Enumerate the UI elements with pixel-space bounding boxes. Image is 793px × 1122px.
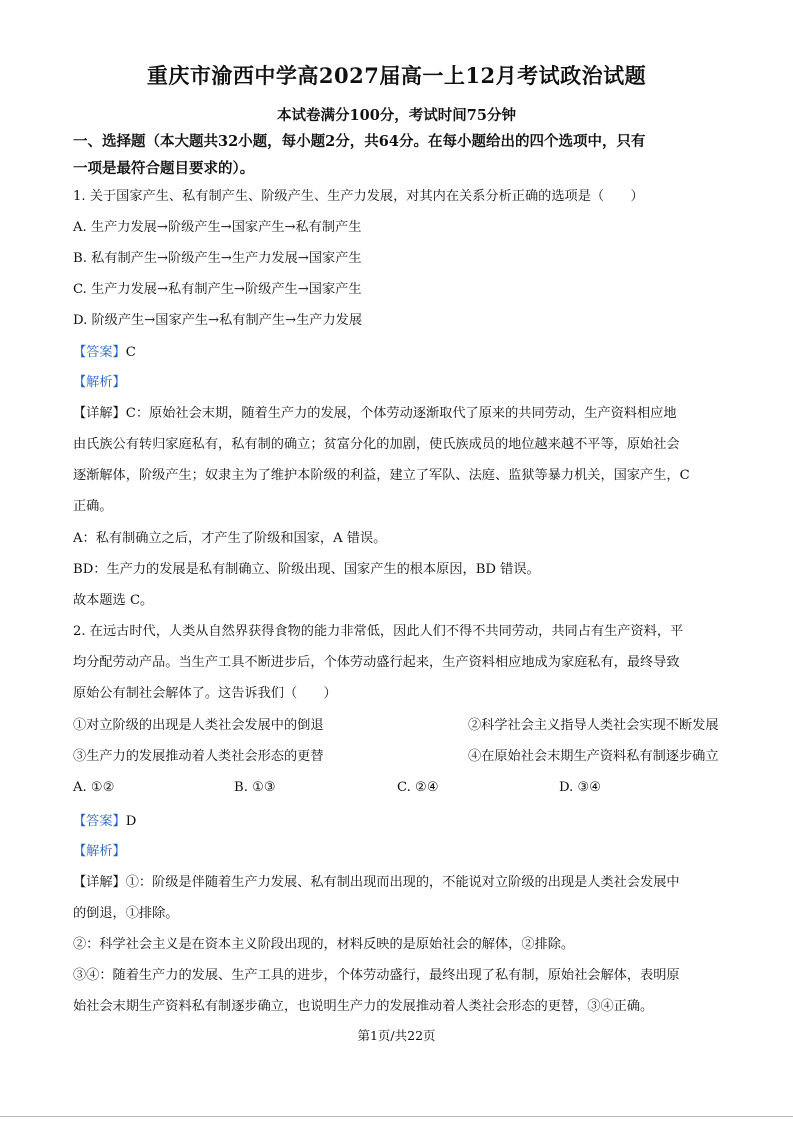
q1-detail-line: 【详解】C：原始社会末期，随着生产力的发展，个体劳动逐渐取代了原来的共同劳动，生产资料相应地 bbox=[73, 406, 677, 421]
q1-answer bbox=[73, 344, 723, 362]
q2-stem-line: 2. 在远古时代，人类从自然界获得食物的能力非常低，因此人们不得不共同劳动，共同占有生产资料，平 bbox=[73, 624, 684, 639]
q1-conclusion: 故本题选 C。 bbox=[73, 593, 154, 608]
q1-analysis-tag bbox=[73, 374, 723, 392]
q1-detail-line: A：私有制确立之后，才产生了阶级和国家，A 错误。 bbox=[73, 531, 387, 546]
q2-detail-line: ②：科学社会主义是在资本主义阶段出现的，材料反映的是原始社会的解体，②排除。 bbox=[73, 937, 575, 952]
q2-statement-1: ①对立阶级的出现是人类社会发展中的倒退 bbox=[73, 718, 324, 733]
q2-detail-line: 始社会末期生产资料私有制逐步确立，也说明生产力的发展推动着人类社会形态的更替，③④正确。 bbox=[73, 999, 654, 1014]
section-heading-line-1: 一、选择题（本大题共32小题，每小题2分，共64分。在每小题给出的四个选项中，只有 bbox=[73, 133, 646, 150]
q2-analysis-tag bbox=[73, 843, 723, 861]
q2-option-c: C. ②④ bbox=[397, 780, 439, 795]
analysis-tag: 【解析】 bbox=[73, 844, 126, 859]
q2-option-b: B. ①③ bbox=[234, 780, 276, 795]
page-bottom-divider bbox=[0, 1116, 793, 1117]
q2-answer bbox=[73, 813, 723, 831]
q1-detail-line: BD：生产力的发展是私有制确立、阶级出现、国家产生的根本原因，BD 错误。 bbox=[73, 562, 540, 577]
q2-detail-line: 【详解】①：阶级是伴随着生产力发展、私有制出现而出现的，不能说对立阶级的出现是人类社会发展中 bbox=[73, 875, 680, 890]
q1-option-d: D. 阶级产生→国家产生→私有制产生→生产力发展 bbox=[73, 313, 363, 328]
exam-info: 本试卷满分100分，考试时间75分钟 bbox=[277, 107, 516, 124]
answer-value: C bbox=[125, 345, 136, 360]
q1-option-b: B. 私有制产生→阶级产生→生产力发展→国家产生 bbox=[73, 251, 362, 266]
answer-tag: 【答案】 bbox=[73, 814, 126, 829]
page-number: 第1页/共22页 bbox=[357, 1028, 436, 1043]
page-title: 重庆市渝西中学高2027届高一上12月考试政治试题 bbox=[146, 63, 647, 88]
analysis-tag: 【解析】 bbox=[73, 375, 126, 390]
answer-tag: 【答案】 bbox=[73, 345, 126, 360]
q1-detail-line: 逐渐解体，阶级产生；奴隶主为了维护本阶级的利益，建立了军队、法庭、监狱等暴力机关，国家产生，C bbox=[73, 468, 690, 483]
q2-statement-row bbox=[73, 717, 723, 735]
q2-stem-line: 原始公有制社会解体了。这告诉我们（ ） bbox=[73, 686, 337, 701]
q1-detail-line: 正确。 bbox=[73, 499, 113, 514]
q2-option-a: A. ①② bbox=[73, 780, 115, 795]
q1-option-c: C. 生产力发展→私有制产生→阶级产生→国家产生 bbox=[73, 282, 362, 297]
q2-stem-line: 均分配劳动产品。当生产工具不断进步后，个体劳动盛行起来，生产资料相应地成为家庭私有，最终导致 bbox=[73, 655, 680, 670]
q2-statement-4: ④在原始社会末期生产资料私有制逐步确立 bbox=[468, 749, 719, 764]
q2-option-d: D. ③④ bbox=[559, 780, 602, 795]
q2-statement-row bbox=[73, 748, 723, 766]
section-heading-line-2: 一项是最符合题目要求的）。 bbox=[73, 160, 255, 177]
q2-statement-2: ②科学社会主义指导人类社会实现不断发展 bbox=[468, 718, 719, 733]
answer-value: D bbox=[125, 814, 137, 829]
q2-detail-line: ③④：随着生产力的发展、生产工具的进步，个体劳动盛行，最终出现了私有制，原始社会解体，表明原 bbox=[73, 968, 680, 983]
q2-statement-3: ③生产力的发展推动着人类社会形态的更替 bbox=[73, 749, 324, 764]
q1-detail-line: 由氏族公有转归家庭私有，私有制的确立；贫富分化的加剧，使氏族成员的地位越来越不平等，原始社会 bbox=[73, 437, 680, 452]
q1-option-a: A. 生产力发展→阶级产生→国家产生→私有制产生 bbox=[73, 220, 362, 235]
q1-stem: 1. 关于国家产生、私有制产生、阶级产生、生产力发展，对其内在关系分析正确的选项是（ ） bbox=[73, 189, 644, 204]
q2-detail-line: 的倒退，①排除。 bbox=[73, 906, 179, 921]
